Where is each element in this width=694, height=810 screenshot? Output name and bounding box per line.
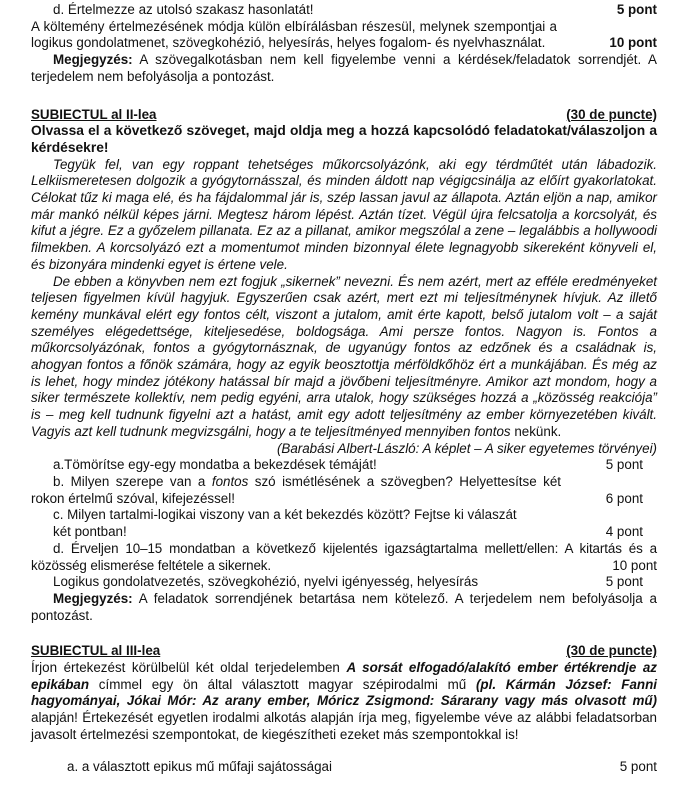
s2-question-a-text: a.Tömörítse egy-egy mondatba a bekezdések témáját! (53, 457, 377, 473)
s1-note-text: A szövegalkotásban nem kell figyelembe venni a kérdések/feladatok sorrendjét. A terjedelem nem befolyásolja a pontozást. (31, 52, 657, 84)
s1-evaluation (31, 19, 657, 52)
s2-question-c-line-2: két pontban! (53, 524, 127, 540)
s2-question-b (31, 474, 657, 507)
s3-question-a (31, 759, 657, 776)
s2-note (31, 591, 657, 624)
s1-note (31, 52, 657, 85)
s1-item-d-prefix: d. (53, 2, 68, 17)
s2-instruction: Olvassa el a következő szöveget, majd oldja meg a hozzá kapcsolódó feladatokat/válaszoljon a kérdésekre! (31, 123, 657, 155)
s3-question-a-points: 5 pont (619, 758, 657, 774)
s2-note-text: A feladatok sorrendjének betartása nem kötelező. A terjedelem nem befolyásolja a pontozást. (31, 590, 657, 623)
s3-task-part-3: címmel egy ön által választott magyar szépirodalmi mű (89, 676, 476, 692)
s1-item-d-text: Értelmezze az utolsó szakasz hasonlatát! (67, 2, 314, 17)
s2-question-c (31, 507, 657, 540)
s2-question-c-points: 4 pont (605, 524, 643, 540)
s3-header (31, 643, 657, 660)
s2-note-label: Megjegyzés: (53, 590, 133, 606)
s2-paragraph-1: Tegyük fel, van egy roppant tehetséges műkorcsolyázónk, aki egy térdműtét után lábadozik. Lelkiismeretesen dolgozik a gyógytornásszal, és minden áldott nap végigcsinálja az előírt gyakorlatokat. Célokat tűz ki maga elé, és ha fájdalommal jár is, szép lassan javul az állapota. Aztán eljön a nap, amikor már mankó nélkül képes járni. Megtesz három lépést. Aztán tízet. Végül újra felcsatolja a korcsolyát, és kifut a jégre. Ez a győzelem pillanata. Ez az a pillanat, amikor megszólal a zene – legalábbis a hollywoodi filmekben. A korcsolyázó ezt a momentumot minden bizonnyal élete legnagyobb sikereként könyveli el, és bizonyára mindenki egyet is értene vele. (31, 156, 657, 272)
s1-note-label: Megjegyzés: (53, 52, 133, 68)
s2-paragraph-2-end: nekünk. (510, 423, 562, 439)
s2-question-b-word: fontos (211, 473, 249, 489)
s2-question-a-points: 5 pont (605, 457, 643, 473)
s2-question-c-line-1: c. Milyen tartalmi-logikai viszony van a két bekezdés között? Fejtse ki válaszát (53, 507, 517, 523)
s3-task-title: A sorsát elfogadó/alakító ember értékrendje az epikában (31, 660, 657, 692)
s2-question-b-points: 6 pont (605, 490, 643, 506)
s1-item-d (31, 2, 657, 19)
s2-question-d-points: 10 pont (612, 557, 657, 573)
s1-evaluation-text: A költemény értelmezésének módja külön elbírálásban részesül, melynek szempontjai a logikus gondolatmenet, szövegkohézió, helyesírás, helyes fogalom- és nyelvhasználat. (31, 18, 557, 51)
s2-header (31, 107, 657, 124)
s1-evaluation-points: 10 pont (609, 35, 657, 51)
s2-logic-text: Logikus gondolatvezetés, szövegkohézió, nyelvi igényesség, helyesírás (53, 574, 479, 590)
s3-task-examples: (pl. Kármán József: Fanni hagyományai, Jókai Mór: Az arany ember, Móricz Zsigmond: Sárarany vagy más olvasott mű) (31, 676, 657, 709)
s2-question-a (31, 457, 657, 474)
s2-logic-points: 5 pont (605, 574, 643, 590)
s3-points: (30 de puncte) (566, 643, 657, 659)
s2-source: (Barabási Albert-László: A képlet – A siker egyetemes törvényei) (276, 440, 657, 456)
s3-task (31, 660, 657, 744)
s2-question-d-text: d. Érveljen 10–15 mondatban a következő kijelentés igazságtartalma mellett/ellen: A kitartás és a közösség elismerése feltétele a sikernek. (31, 540, 657, 573)
s1-item-d-points: 5 pont (616, 2, 657, 17)
s3-question-a-text: a. a választott epikus mű műfaji sajátosságai (67, 758, 332, 774)
s2-question-b-text-2: szó ismétlésének a szövegben? Helyettesítse két rokon értelmű szóval, kifejezéssel! (31, 473, 561, 506)
s2-logic (31, 574, 657, 591)
s3-title: SUBIECTUL al III-lea (31, 643, 161, 659)
s2-paragraph-2 (31, 274, 657, 441)
exam-page (31, 0, 657, 775)
s2-question-b-text-1: b. Milyen szerepe van a (53, 473, 212, 489)
s3-task-part-1: Írjon értekezést körülbelül két oldal terjedelemben (31, 660, 347, 676)
s3-task-part-5: alapján! Értekezését egyetlen irodalmi alkotás alapján írja meg, figyelembe véve az alábbi feladatsorban javasolt értelmezési szempontokat, de kiegészítheti ezeket más szempontokkal is! (31, 710, 657, 742)
s2-title: SUBIECTUL al II-lea (31, 106, 157, 122)
s2-points: (30 de puncte) (566, 106, 657, 122)
s2-question-d (31, 541, 657, 574)
s2-paragraph-2-main: De ebben a könyvben nem ezt fogjuk „sikernek” nevezni. És nem azért, mert az efféle eredményeket teljesen figyelmen kívül hagyjuk. Egyszerűen csak azért, mert ezt mi teljesítménynek hívjuk. Az illető kemény munkával elért egy fontos célt, viszont a jutalom, amit érte kapott, belső jutalom volt – a saját személyes elégedettsége, kiteljesedése, boldogsága. Ami persze fontos. Nagyon is. Fontos a műkorcsolyázónak, fontos a gyógytornásznak, de ugyanúgy fontos az edzőnek és a családnak is, ahogyan fontos a főnök számára, hogy az egyik beosztottja mérföldkőhöz ért a munkájában. És még az is lehet, hogy mindez jótékony hatással bír majd a jövőbeni teljesítményre. Amikor azt mondom, hogy a siker természete kollektív, nem pedig egyéni, arra utalok, hogy szükséges hozzá a „közösség reakciója” is – meg kell tudnunk figyelni azt a hatást, amit egy adott teljesítmény az ember környezetében kivált. Vagyis azt kell tudnunk megvizsgálni, hogy a te teljesítményed mennyiben fontos (31, 273, 657, 439)
